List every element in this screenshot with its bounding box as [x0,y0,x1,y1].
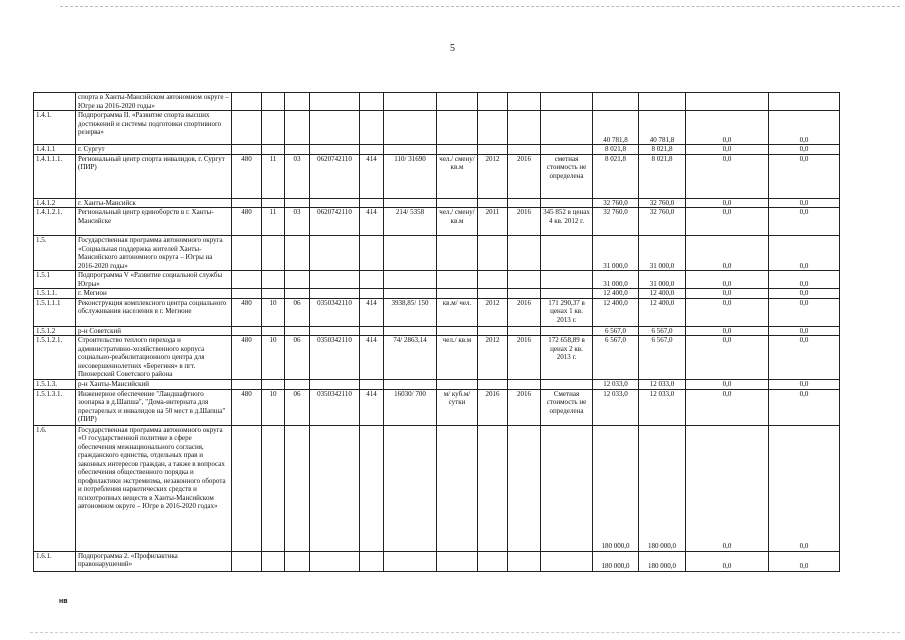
table-row [34,93,840,111]
cell-rs [232,326,262,336]
cell-code: 1.5.1.2 [34,326,76,336]
cell-sum-1: 12 033,0 [639,389,686,425]
table-row [34,289,840,299]
cell-end-year [508,425,541,551]
cell-total: 12 033,0 [593,389,639,425]
cell-total: 8 021,8 [593,154,639,198]
cell-sum-1: 6 567,0 [639,326,686,336]
cell-code: 1.4.1.2 [34,198,76,208]
cell-cs [285,380,310,390]
cell-name: Региональный центр единоборств в г. Ханты-Мансийске [76,208,232,236]
cell-rs [232,380,262,390]
cell-cost [541,111,593,145]
cell-cs [285,198,310,208]
cell-cs [285,326,310,336]
cell-capacity [384,145,437,155]
cell-total: 180 000,0 [593,425,639,551]
cell-sum-1: 31 000,0 [639,271,686,289]
cell-vr-code [360,271,384,289]
cell-cs: 06 [285,298,310,326]
cell-start-year [478,271,508,289]
cell-end-year [508,93,541,111]
cell-start-year: 2012 [478,154,508,198]
cell-vr-code [360,380,384,390]
cell-rs [232,111,262,145]
cell-vr [310,380,360,390]
cell-sum-1: 12 033,0 [639,380,686,390]
cell-unit: чел./ кв.м [437,336,478,380]
cell-vr-code [360,145,384,155]
cell-cost: сметная стоимость не определена [541,154,593,198]
cell-sum-3: 0,0 [769,298,840,326]
cell-vr: 0350342110 [310,298,360,326]
cell-total: 6 567,0 [593,336,639,380]
cell-capacity [384,425,437,551]
cell-total: 31 000,0 [593,271,639,289]
cell-cs [285,236,310,271]
cell-pr [262,145,285,155]
cell-cost [541,326,593,336]
cell-rs: 480 [232,208,262,236]
cell-vr-code [360,93,384,111]
cell-code: 1.5. [34,236,76,271]
cell-sum-2: 0,0 [686,198,769,208]
cell-start-year [478,380,508,390]
cell-sum-2: 0,0 [686,298,769,326]
cell-name: г. Мегион [76,289,232,299]
cell-start-year [478,236,508,271]
cell-cost: 345 852 в ценах 4 кв. 2012 г. [541,208,593,236]
table-row [34,326,840,336]
cell-unit [437,425,478,551]
cell-sum-1: 180 000,0 [639,551,686,571]
cell-vr [310,111,360,145]
cell-cost [541,551,593,571]
cell-code: 1.6. [34,425,76,551]
cell-unit [437,271,478,289]
cell-sum-2: 0,0 [686,145,769,155]
cell-name: Реконструкция комплексного центра социального обслуживания населения в г. Мегионе [76,298,232,326]
cell-end-year [508,271,541,289]
cell-pr [262,271,285,289]
cell-cost: Сметная стоимость не определена [541,389,593,425]
cell-code: 1.6.1. [34,551,76,571]
cell-unit [437,93,478,111]
cell-code: 1.5.1.3.1. [34,389,76,425]
cell-total: 32 760,0 [593,198,639,208]
cell-sum-1: 6 567,0 [639,336,686,380]
cell-vr [310,198,360,208]
table-row [34,154,840,198]
cell-vr [310,236,360,271]
table-row [34,145,840,155]
cell-cost [541,145,593,155]
table-row [34,236,840,271]
cell-cs: 06 [285,336,310,380]
cell-sum-1: 40 781,8 [639,111,686,145]
cell-total: 180 000,0 [593,551,639,571]
cell-rs [232,551,262,571]
cell-cs [285,425,310,551]
cell-pr [262,236,285,271]
cell-sum-2: 0,0 [686,389,769,425]
cell-pr: 11 [262,208,285,236]
cell-total: 40 781,8 [593,111,639,145]
cell-end-year [508,326,541,336]
cell-vr [310,271,360,289]
cell-sum-3: 0,0 [769,271,840,289]
cell-vr [310,289,360,299]
cell-cs: 06 [285,389,310,425]
cell-name: Подпрограмма V «Развитие социальной службы Югры» [76,271,232,289]
table-row [34,425,840,551]
cell-capacity: 3938,85/ 150 [384,298,437,326]
cell-pr: 10 [262,336,285,380]
cell-cs [285,289,310,299]
cell-end-year: 2016 [508,389,541,425]
cell-code: 1.5.1.2.1. [34,336,76,380]
cell-cost [541,289,593,299]
cell-sum-3: 0,0 [769,380,840,390]
cell-pr [262,326,285,336]
cell-vr-code [360,236,384,271]
table-row [34,198,840,208]
cell-rs [232,289,262,299]
cell-unit [437,289,478,299]
cell-name: г. Сургут [76,145,232,155]
cell-sum-3: 0,0 [769,208,840,236]
cell-name: Подпрограмма 2. «Профилактика правонарушений» [76,551,232,571]
cell-rs: 480 [232,389,262,425]
table-row [34,111,840,145]
cell-start-year: 2016 [478,389,508,425]
scan-edge-bottom [30,632,900,633]
cell-capacity [384,289,437,299]
cell-cost [541,380,593,390]
cell-unit: чел./ смену/ кв.м [437,154,478,198]
cell-rs: 480 [232,154,262,198]
cell-code: 1.4.1.1 [34,145,76,155]
cell-vr-code [360,551,384,571]
cell-cost [541,93,593,111]
cell-sum-2: 0,0 [686,111,769,145]
cell-pr: 11 [262,154,285,198]
cell-code: 1.5.1.1. [34,289,76,299]
cell-cost [541,236,593,271]
cell-end-year: 2016 [508,154,541,198]
cell-rs: 480 [232,336,262,380]
cell-sum-3: 0,0 [769,198,840,208]
cell-vr: 0350342110 [310,389,360,425]
cell-pr [262,380,285,390]
cell-pr [262,111,285,145]
cell-total: 8 021,8 [593,145,639,155]
cell-name: Строительство теплого перехода и административно-хозяйственного корпуса социально-реабилитационного центра для несовершеннолетних «Берегиня» в пгт. Пионерский Советского района [76,336,232,380]
cell-unit [437,326,478,336]
cell-vr: 0350342110 [310,336,360,380]
cell-start-year: 2012 [478,336,508,380]
page-number: 5 [450,43,455,54]
cell-cost: 171 290,37 в ценах 1 кв. 2013 г. [541,298,593,326]
cell-sum-2: 0,0 [686,551,769,571]
cell-sum-1 [639,93,686,111]
cell-name: р-н Ханты-Мансийский [76,380,232,390]
cell-end-year: 2016 [508,298,541,326]
cell-sum-2: 0,0 [686,425,769,551]
cell-sum-3: 0,0 [769,551,840,571]
cell-sum-3: 0,0 [769,425,840,551]
cell-sum-1: 8 021,8 [639,154,686,198]
cell-name: Региональный центр спорта инвалидов, г. Сургут (ПИР) [76,154,232,198]
cell-rs [232,271,262,289]
cell-end-year [508,289,541,299]
cell-vr-code [360,111,384,145]
table-row [34,208,840,236]
cell-pr [262,198,285,208]
cell-sum-2: 0,0 [686,336,769,380]
cell-rs [232,425,262,551]
cell-code: 1.5.1.1.1 [34,298,76,326]
cell-capacity: 16030/ 700 [384,389,437,425]
cell-end-year [508,198,541,208]
cell-total: 12 400,0 [593,289,639,299]
cell-unit [437,198,478,208]
objects-table [33,92,840,572]
cell-vr-code [360,326,384,336]
cell-sum-3: 0,0 [769,326,840,336]
cell-pr [262,551,285,571]
cell-rs: 480 [232,298,262,326]
cell-start-year [478,145,508,155]
cell-vr-code [360,198,384,208]
cell-sum-2: 0,0 [686,380,769,390]
cell-cost [541,271,593,289]
cell-start-year [478,289,508,299]
cell-rs [232,236,262,271]
cell-rs [232,198,262,208]
table-row [34,336,840,380]
cell-pr [262,289,285,299]
cell-sum-3: 0,0 [769,145,840,155]
cell-sum-1: 12 400,0 [639,298,686,326]
cell-sum-3: 0,0 [769,111,840,145]
cell-end-year [508,236,541,271]
cell-vr-code: 414 [360,336,384,380]
table-row [34,551,840,571]
cell-sum-3: 0,0 [769,389,840,425]
cell-sum-2: 0,0 [686,271,769,289]
cell-end-year: 2016 [508,208,541,236]
cell-capacity: 74/ 2863,14 [384,336,437,380]
footer-mark: нв [59,598,68,605]
cell-vr: 0620742110 [310,208,360,236]
cell-vr-code: 414 [360,298,384,326]
cell-capacity [384,198,437,208]
cell-sum-2: 0,0 [686,289,769,299]
cell-sum-2 [686,93,769,111]
cell-start-year: 2011 [478,208,508,236]
cell-sum-3: 0,0 [769,289,840,299]
cell-vr [310,425,360,551]
cell-capacity [384,380,437,390]
cell-code: 1.5.1 [34,271,76,289]
cell-capacity [384,326,437,336]
cell-cs [285,111,310,145]
cell-cs [285,93,310,111]
cell-vr-code: 414 [360,154,384,198]
cell-pr: 10 [262,389,285,425]
cell-name: Инженерное обеспечение "Ландшафтного зоопарка в д.Шапша", "Дома-интерната для престарелых и инвалидов на 50 мест в д.Шапша" (ПИР) [76,389,232,425]
cell-capacity: 110/ 31690 [384,154,437,198]
cell-sum-1: 31 000,0 [639,236,686,271]
cell-sum-3: 0,0 [769,154,840,198]
cell-sum-2: 0,0 [686,236,769,271]
cell-name: Государственная программа автономного округа «Социальная поддержка жителей Ханты-Мансийского автономного округа – Югры на 2016-2020 годы» [76,236,232,271]
cell-start-year [478,93,508,111]
cell-cs [285,551,310,571]
cell-start-year: 2012 [478,298,508,326]
table-row [34,298,840,326]
cell-sum-3 [769,93,840,111]
cell-sum-1: 8 021,8 [639,145,686,155]
table-row [34,271,840,289]
cell-sum-1: 32 760,0 [639,198,686,208]
cell-total: 32 760,0 [593,208,639,236]
scan-edge-top [60,6,900,7]
cell-cs: 03 [285,154,310,198]
cell-start-year [478,551,508,571]
cell-end-year [508,551,541,571]
cell-vr [310,93,360,111]
cell-total: 12 400,0 [593,298,639,326]
cell-vr [310,145,360,155]
cell-capacity [384,271,437,289]
cell-code: 1.4.1.1.1. [34,154,76,198]
cell-rs [232,93,262,111]
cell-vr-code: 414 [360,389,384,425]
cell-start-year [478,425,508,551]
cell-rs [232,145,262,155]
cell-unit [437,551,478,571]
cell-total: 6 567,0 [593,326,639,336]
cell-total: 12 033,0 [593,380,639,390]
cell-vr: 0620742110 [310,154,360,198]
cell-sum-1: 180 000,0 [639,425,686,551]
cell-cs [285,271,310,289]
cell-sum-2: 0,0 [686,208,769,236]
cell-vr-code [360,425,384,551]
cell-unit: кв.м/ чел. [437,298,478,326]
cell-start-year [478,198,508,208]
cell-end-year [508,145,541,155]
cell-vr [310,551,360,571]
cell-code: 1.5.1.3. [34,380,76,390]
cell-capacity: 214/ 5358 [384,208,437,236]
table-row [34,380,840,390]
cell-pr: 10 [262,298,285,326]
cell-code: 1.4.1. [34,111,76,145]
cell-unit [437,236,478,271]
cell-end-year: 2016 [508,336,541,380]
cell-sum-1: 12 400,0 [639,289,686,299]
cell-code: 1.4.1.2.1. [34,208,76,236]
cell-name: Подпрограмма II. «Развитие спорта высших достижений и системы подготовки спортивного резерва» [76,111,232,145]
cell-vr-code: 414 [360,208,384,236]
cell-name: р-н Советский [76,326,232,336]
cell-sum-2: 0,0 [686,154,769,198]
cell-total: 31 000,0 [593,236,639,271]
cell-sum-3: 0,0 [769,236,840,271]
cell-total [593,93,639,111]
cell-capacity [384,551,437,571]
cell-unit: м/ куб.м/ сутки [437,389,478,425]
cell-pr [262,93,285,111]
cell-unit [437,145,478,155]
cell-cost: 172 658,89 в ценах 2 кв. 2013 г. [541,336,593,380]
cell-unit [437,111,478,145]
cell-cs [285,145,310,155]
cell-vr [310,326,360,336]
cell-cost [541,425,593,551]
cell-end-year [508,380,541,390]
cell-cost [541,198,593,208]
cell-pr [262,425,285,551]
cell-capacity [384,93,437,111]
cell-unit: чел./ смену/ кв.м [437,208,478,236]
cell-cs: 03 [285,208,310,236]
cell-code [34,93,76,111]
cell-start-year [478,326,508,336]
cell-sum-3: 0,0 [769,336,840,380]
cell-sum-2: 0,0 [686,326,769,336]
cell-name: г. Ханты-Мансийск [76,198,232,208]
cell-vr-code [360,289,384,299]
cell-end-year [508,111,541,145]
cell-unit [437,380,478,390]
cell-capacity [384,236,437,271]
cell-sum-1: 32 760,0 [639,208,686,236]
cell-start-year [478,111,508,145]
cell-capacity [384,111,437,145]
cell-name: спорта в Ханты-Мансийском автономном округе – Югре на 2016-2020 годы» [76,93,232,111]
table-row [34,389,840,425]
cell-name: Государственная программа автономного округа «О государственной политике в сфере обеспечения межнационального согласия, гражданского единства, отдельных прав и законных интересов граждан, а также в вопросах обеспечения общественного порядка и профилактики экстремизма, незаконного оборота и потребления наркотических средств и психотропных веществ в Ханты-Мансийском автономном округе – Югре в 2016-2020 годах» [76,425,232,551]
